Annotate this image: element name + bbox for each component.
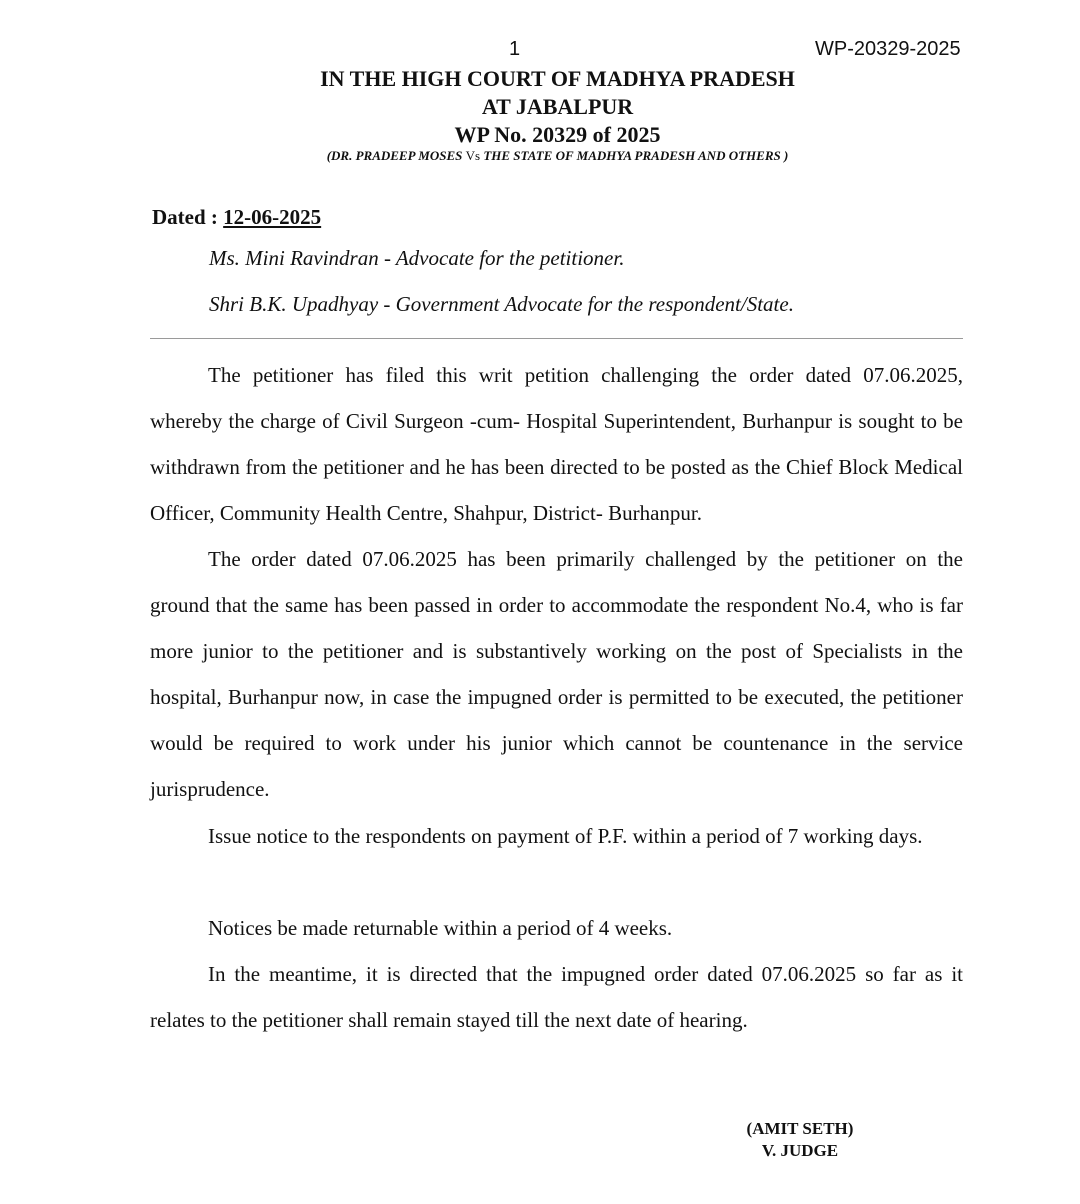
order-paragraph-5: In the meantime, it is directed that the impugned order dated 07.06.2025 so far as it relates to the petitioner shall remain stayed till the next date of hearing.	[150, 962, 963, 1032]
order-paragraph-2: The order dated 07.06.2025 has been primarily challenged by the petitioner on the ground that the same has been passed in order to accommodate the respondent No.4, who is far more junior to the petitioner and is substantively working on the post of Specialists in the hospital, Burhanpur now, in case the impugned order is permitted to be executed, the petitioner would be required to work under his junior which cannot be countenance in the service jurisprudence.	[150, 547, 963, 801]
court-place: AT JABALPUR	[481, 94, 634, 119]
counsel-respondent: Shri B.K. Upadhyay - Government Advocate for the respondent/State.	[209, 292, 794, 316]
versus-text: Vs	[465, 148, 481, 163]
judge-name: (AMIT SETH)	[746, 1119, 854, 1138]
page-number: 1	[509, 38, 521, 60]
order-paragraph-4: Notices be made returnable within a period of 4 weeks.	[208, 916, 673, 940]
order-paragraph-1: The petitioner has filed this writ petition challenging the order dated 07.06.2025, whereby the charge of Civil Surgeon -cum- Hospital Superintendent, Burhanpur is sought to be withdrawn from the petitioner and he has been directed to be posted as the Chief Block Medical Officer, Community Health Centre, Shahpur, District- Burhanpur.	[150, 363, 963, 525]
order-paragraph-3: Issue notice to the respondents on payment of P.F. within a period of 7 working days.	[208, 824, 923, 848]
judge-title: V. JUDGE	[761, 1141, 839, 1160]
dated-label: Dated :	[152, 205, 218, 229]
divider	[150, 338, 963, 339]
counsel-petitioner: Ms. Mini Ravindran - Advocate for the petitioner.	[209, 246, 625, 270]
petition-number: WP No. 20329 of 2025	[454, 122, 661, 147]
dated-value: 12-06-2025	[223, 205, 322, 229]
respondents-name: THE STATE OF MADHYA PRADESH AND OTHERS )	[483, 148, 789, 163]
order-date	[152, 205, 321, 230]
court-name: IN THE HIGH COURT OF MADHYA PRADESH	[320, 66, 795, 91]
petitioner-name: (DR. PRADEEP MOSES	[326, 148, 463, 163]
parties-line	[0, 148, 1080, 164]
case-reference: WP-20329-2025	[815, 38, 961, 60]
